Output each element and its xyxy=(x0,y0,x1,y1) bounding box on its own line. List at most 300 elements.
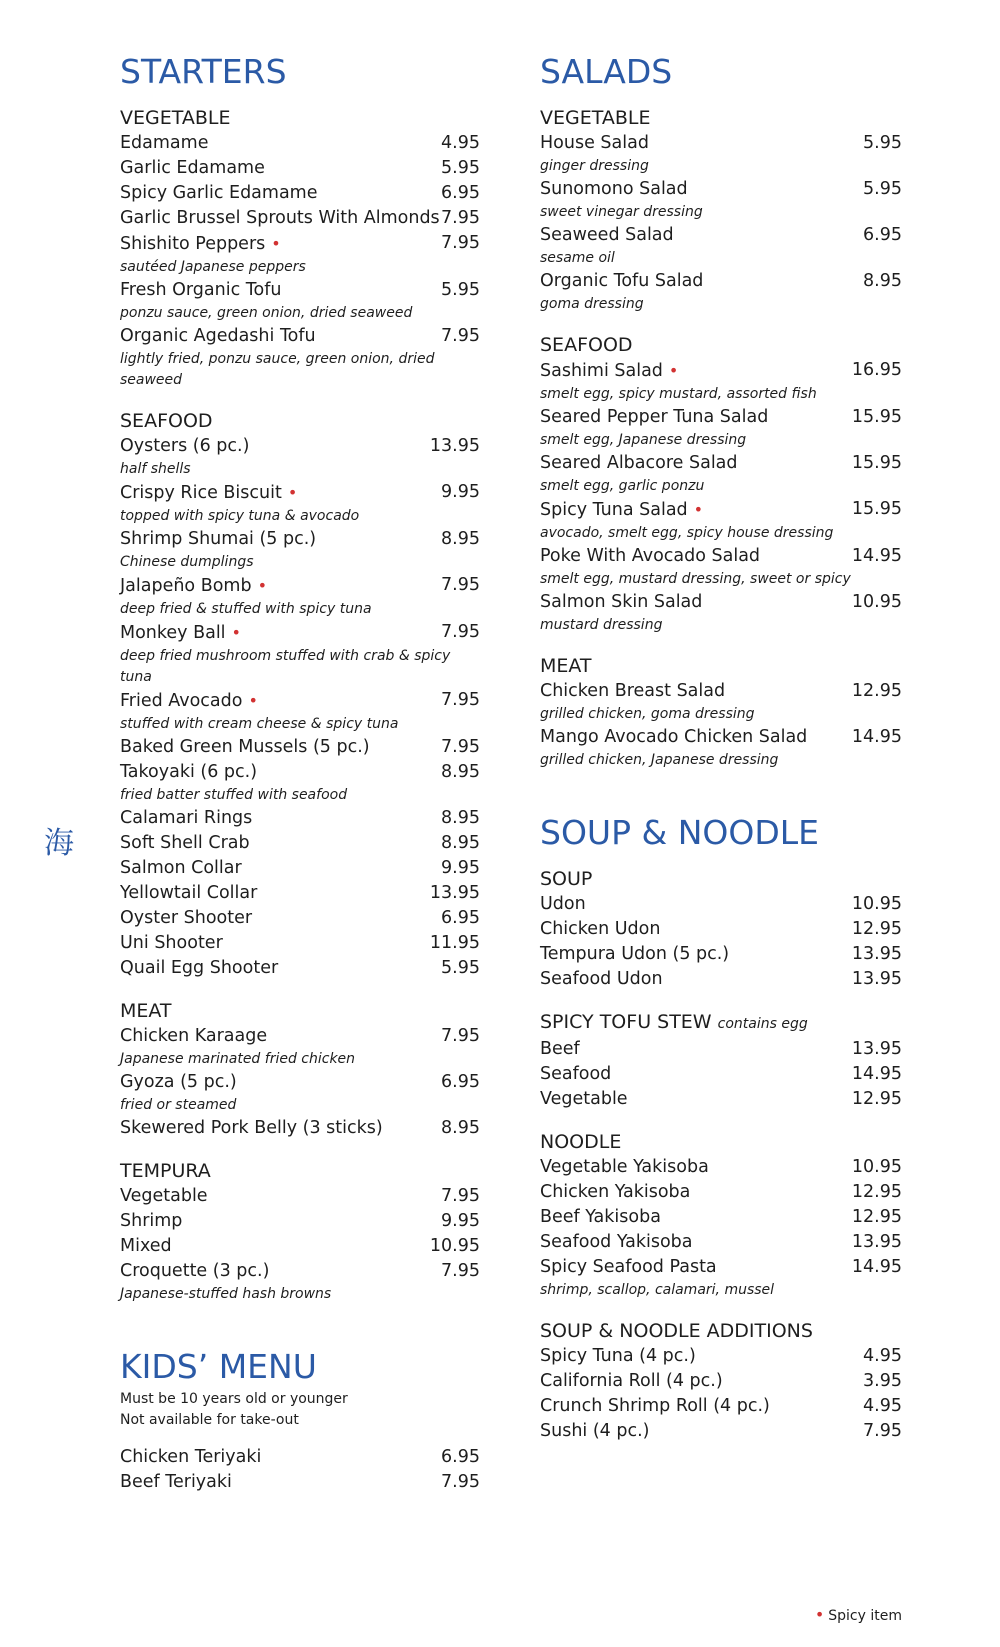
item-name: Vegetable xyxy=(540,1089,628,1109)
item-name: Shrimp xyxy=(120,1211,183,1231)
item-name: Jalapeño Bomb xyxy=(120,576,252,596)
item-name: Seafood Yakisoba xyxy=(540,1232,693,1252)
item-name: Calamari Rings xyxy=(120,808,253,828)
right-column xyxy=(540,50,902,1462)
item-price: 13.95 xyxy=(851,1232,902,1252)
menu-item-row xyxy=(120,881,480,906)
menu-item xyxy=(120,856,480,881)
menu-item xyxy=(540,1087,902,1112)
item-name-wrap xyxy=(540,1062,611,1087)
item-price: 8.95 xyxy=(441,808,480,828)
menu-section xyxy=(120,999,480,1141)
menu-item xyxy=(120,906,480,931)
item-price: 16.95 xyxy=(851,360,902,380)
item-name: Sunomono Salad xyxy=(540,179,688,199)
section-name: TEMPURA xyxy=(120,1160,211,1182)
item-name: Baked Green Mussels (5 pc.) xyxy=(120,737,370,757)
item-description: topped with spicy tuna & avocado xyxy=(120,508,360,524)
menu-item-row xyxy=(120,1234,480,1259)
category-title: STARTERS xyxy=(120,52,287,91)
item-name: Vegetable xyxy=(120,1186,208,1206)
item-name-wrap xyxy=(540,967,663,992)
item-price: 5.95 xyxy=(441,158,480,178)
item-name-wrap xyxy=(540,725,807,750)
item-name: Spicy Tuna Salad xyxy=(540,500,688,520)
item-description: Japanese-stuffed hash browns xyxy=(120,1286,332,1302)
item-name-wrap xyxy=(120,480,297,506)
menu-item xyxy=(120,324,480,391)
menu-item-row xyxy=(540,892,902,917)
item-price: 6.95 xyxy=(863,225,902,245)
item-price: 9.95 xyxy=(441,858,480,878)
section-name: SOUP xyxy=(540,868,593,890)
item-name: Monkey Ball xyxy=(120,623,226,643)
item-name-wrap xyxy=(120,931,223,956)
menu-item-row xyxy=(120,760,480,785)
item-name: Edamame xyxy=(120,133,209,153)
item-price: 9.95 xyxy=(441,482,480,502)
section-heading xyxy=(120,999,480,1024)
item-name: California Roll (4 pc.) xyxy=(540,1371,723,1391)
menu-section xyxy=(120,106,480,391)
menu-item-row xyxy=(540,269,902,294)
menu-item-row xyxy=(120,856,480,881)
section-name: SOUP & NOODLE ADDITIONS xyxy=(540,1320,813,1342)
item-name: Seared Albacore Salad xyxy=(540,453,738,473)
menu-item xyxy=(120,688,480,735)
item-name-wrap xyxy=(540,1180,690,1205)
item-name-wrap xyxy=(540,679,725,704)
menu-item-row xyxy=(540,405,902,430)
menu-item xyxy=(540,1419,902,1444)
section-name: SEAFOOD xyxy=(120,410,213,432)
menu-section xyxy=(120,1445,480,1495)
item-description: fried batter stuffed with seafood xyxy=(120,787,348,803)
item-name-wrap xyxy=(120,1116,383,1141)
menu-item xyxy=(540,942,902,967)
item-name: House Salad xyxy=(540,133,649,153)
item-price: 14.95 xyxy=(851,1064,902,1084)
item-name: Sushi (4 pc.) xyxy=(540,1421,650,1441)
item-price: 6.95 xyxy=(441,908,480,928)
sea-kanji-mark: 海 xyxy=(44,826,74,861)
item-description: stuffed with cream cheese & spicy tuna xyxy=(120,716,399,732)
item-name-wrap xyxy=(540,1419,649,1444)
spicy-dot-icon: • xyxy=(271,234,281,253)
menu-item-row xyxy=(540,679,902,704)
menu-item-row xyxy=(120,1209,480,1234)
menu-item xyxy=(540,725,902,771)
item-name-wrap xyxy=(120,906,252,931)
item-name-wrap xyxy=(120,735,370,760)
item-description: sweet vinegar dressing xyxy=(540,204,703,220)
item-description: ginger dressing xyxy=(540,158,649,174)
item-price: 14.95 xyxy=(851,1257,902,1277)
item-price: 5.95 xyxy=(441,280,480,300)
section-heading xyxy=(120,409,480,434)
category-note: Not available for take-out xyxy=(120,1412,299,1428)
item-price: 4.95 xyxy=(863,1396,902,1416)
item-name: Beef Yakisoba xyxy=(540,1207,661,1227)
menu-item xyxy=(120,1259,480,1305)
item-name-wrap xyxy=(120,1445,261,1470)
menu-item-row xyxy=(120,620,480,646)
item-name-wrap xyxy=(540,590,702,615)
item-description: lightly fried, ponzu sauce, green onion, dried seaweed xyxy=(120,351,435,388)
spicy-dot-icon: • xyxy=(287,483,298,502)
item-name-wrap xyxy=(540,1087,628,1112)
item-price: 13.95 xyxy=(429,883,480,903)
item-description: grilled chicken, Japanese dressing xyxy=(540,752,779,768)
item-name: Seared Pepper Tuna Salad xyxy=(540,407,769,427)
item-name-wrap xyxy=(120,156,265,181)
item-name: Vegetable Yakisoba xyxy=(540,1157,709,1177)
item-price: 7.95 xyxy=(863,1421,902,1441)
menu-section xyxy=(540,867,902,992)
item-name-wrap xyxy=(120,131,208,156)
menu-item-row xyxy=(120,688,480,714)
menu-section xyxy=(540,654,902,771)
item-name-wrap xyxy=(120,831,250,856)
spicy-dot-icon: • xyxy=(257,576,268,595)
menu-item-row xyxy=(120,1184,480,1209)
item-name: Beef Teriyaki xyxy=(120,1472,232,1492)
item-description: Chinese dumplings xyxy=(120,554,254,570)
item-name: Skewered Pork Belly (3 sticks) xyxy=(120,1118,383,1138)
item-description: smelt egg, spicy mustard, assorted fish xyxy=(540,386,817,402)
item-name: Quail Egg Shooter xyxy=(120,958,279,978)
item-name: Takoyaki (6 pc.) xyxy=(120,762,258,782)
menu-item-row xyxy=(120,1470,480,1495)
menu-item-row xyxy=(540,1062,902,1087)
menu-item xyxy=(540,679,902,725)
menu-item xyxy=(120,931,480,956)
spicy-dot-icon: • xyxy=(668,361,679,380)
menu-item xyxy=(540,544,902,590)
item-name: Oysters (6 pc.) xyxy=(120,436,250,456)
menu-item xyxy=(120,181,480,206)
item-name-wrap xyxy=(120,1470,232,1495)
item-price: 13.95 xyxy=(851,969,902,989)
item-name-wrap xyxy=(120,1209,182,1234)
item-name-wrap xyxy=(540,942,729,967)
menu-section xyxy=(120,409,480,981)
item-name: Oyster Shooter xyxy=(120,908,253,928)
menu-item-row xyxy=(120,324,480,349)
item-name-wrap xyxy=(120,573,267,599)
item-price: 7.95 xyxy=(441,326,480,346)
item-name: Croquette (3 pc.) xyxy=(120,1261,270,1281)
section-heading xyxy=(540,1130,902,1155)
item-name: Organic Agedashi Tofu xyxy=(120,326,316,346)
item-name: Uni Shooter xyxy=(120,933,223,953)
item-price: 12.95 xyxy=(851,1089,902,1109)
menu-item-row xyxy=(540,1369,902,1394)
item-price: 8.95 xyxy=(441,762,480,782)
menu-item-row xyxy=(120,806,480,831)
item-name-wrap xyxy=(540,1369,723,1394)
item-price: 5.95 xyxy=(441,958,480,978)
item-name: Mixed xyxy=(120,1236,172,1256)
item-name: Organic Tofu Salad xyxy=(540,271,704,291)
item-name-wrap xyxy=(120,688,258,714)
section-heading xyxy=(540,867,902,892)
menu-item xyxy=(540,917,902,942)
item-name-wrap xyxy=(540,405,768,430)
item-name-wrap xyxy=(540,1155,709,1180)
menu-item xyxy=(540,451,902,497)
item-name-wrap xyxy=(540,917,660,942)
spicy-footnote xyxy=(815,1605,902,1624)
footnote-text: Spicy item xyxy=(828,1608,902,1624)
menu-item-row xyxy=(120,231,480,257)
menu-item xyxy=(540,497,902,544)
menu-section xyxy=(540,106,902,315)
menu-item-row xyxy=(120,906,480,931)
menu-item xyxy=(540,1037,902,1062)
section-name: SEAFOOD xyxy=(540,334,633,356)
item-name-wrap xyxy=(120,806,252,831)
item-name-wrap xyxy=(540,358,678,384)
menu-item xyxy=(120,156,480,181)
menu-item-row xyxy=(120,1116,480,1141)
section-name: VEGETABLE xyxy=(540,107,651,129)
item-name: Mango Avocado Chicken Salad xyxy=(540,727,808,747)
item-name: Yellowtail Collar xyxy=(120,883,258,903)
menu-item xyxy=(540,1369,902,1394)
menu-item-row xyxy=(540,1419,902,1444)
item-name: Gyoza (5 pc.) xyxy=(120,1072,237,1092)
section-heading xyxy=(540,106,902,131)
menu-item xyxy=(120,231,480,278)
item-price: 5.95 xyxy=(863,179,902,199)
item-name: Fresh Organic Tofu xyxy=(120,280,282,300)
spicy-dot-icon: • xyxy=(814,1605,825,1624)
item-description: half shells xyxy=(120,461,191,477)
spicy-dot-icon: • xyxy=(693,500,704,519)
menu-item xyxy=(540,1344,902,1369)
menu-item xyxy=(120,278,480,324)
item-price: 6.95 xyxy=(441,183,480,203)
item-price: 14.95 xyxy=(851,546,902,566)
item-price: 13.95 xyxy=(429,436,480,456)
menu-group xyxy=(120,50,480,1305)
item-name: Salmon Skin Salad xyxy=(540,592,703,612)
menu-item-row xyxy=(540,451,902,476)
menu-item xyxy=(120,1209,480,1234)
item-price: 10.95 xyxy=(851,1157,902,1177)
item-description: mustard dressing xyxy=(540,617,663,633)
item-price: 13.95 xyxy=(851,944,902,964)
category-title: SOUP & NOODLE xyxy=(540,813,819,852)
item-name-wrap xyxy=(120,1024,267,1049)
item-description: sesame oil xyxy=(540,250,615,266)
item-price: 6.95 xyxy=(441,1072,480,1092)
item-description: smelt egg, garlic ponzu xyxy=(540,478,705,494)
section-heading xyxy=(120,106,480,131)
menu-section xyxy=(120,1159,480,1305)
item-price: 6.95 xyxy=(441,1447,480,1467)
item-price: 4.95 xyxy=(441,133,480,153)
item-name-wrap xyxy=(540,892,586,917)
item-name: Seafood xyxy=(540,1064,612,1084)
item-price: 10.95 xyxy=(851,592,902,612)
item-name-wrap xyxy=(120,527,316,552)
menu-item-row xyxy=(120,956,480,981)
menu-section xyxy=(540,1319,902,1444)
menu-item-row xyxy=(120,1259,480,1284)
menu-item xyxy=(120,1470,480,1495)
item-name: Salmon Collar xyxy=(120,858,242,878)
menu-item xyxy=(540,177,902,223)
menu-item-row xyxy=(120,434,480,459)
item-name: Tempura Udon (5 pc.) xyxy=(540,944,730,964)
section-heading xyxy=(540,333,902,358)
menu-item xyxy=(120,620,480,688)
item-name-wrap xyxy=(120,206,440,231)
menu-item-row xyxy=(120,131,480,156)
menu-item-row xyxy=(120,206,480,231)
item-name-wrap xyxy=(120,1234,172,1259)
menu-item-row xyxy=(540,1180,902,1205)
item-name-wrap xyxy=(120,1184,208,1209)
menu-item-row xyxy=(540,131,902,156)
menu-item-row xyxy=(540,1255,902,1280)
item-price: 9.95 xyxy=(441,1211,480,1231)
menu-item-row xyxy=(120,181,480,206)
menu-item-row xyxy=(540,1205,902,1230)
menu-item-row xyxy=(540,590,902,615)
item-price: 8.95 xyxy=(863,271,902,291)
item-description: fried or steamed xyxy=(120,1097,237,1113)
item-name-wrap xyxy=(540,131,649,156)
item-price: 15.95 xyxy=(851,407,902,427)
menu-item-row xyxy=(540,1087,902,1112)
menu-item-row xyxy=(120,931,480,956)
menu-item-row xyxy=(540,497,902,523)
item-name-wrap xyxy=(120,231,281,257)
item-name: Udon xyxy=(540,894,586,914)
spicy-dot-icon: • xyxy=(231,623,241,642)
menu-item-row xyxy=(540,1394,902,1419)
category-note: Must be 10 years old or younger xyxy=(120,1391,348,1407)
menu-item-row xyxy=(120,735,480,760)
menu-item xyxy=(120,760,480,806)
menu-item xyxy=(120,573,480,620)
menu-item-row xyxy=(120,278,480,303)
item-name-wrap xyxy=(540,1230,693,1255)
menu-section xyxy=(540,1010,902,1112)
menu-item xyxy=(120,434,480,480)
item-description: smelt egg, mustard dressing, sweet or spicy xyxy=(540,571,851,587)
section-heading xyxy=(120,1159,480,1184)
item-name: Garlic Edamame xyxy=(120,158,265,178)
spicy-dot-icon: • xyxy=(248,691,258,710)
item-price: 7.95 xyxy=(441,575,480,595)
item-name: Beef xyxy=(540,1039,580,1059)
menu-item xyxy=(120,956,480,981)
item-name-wrap xyxy=(540,269,703,294)
menu-item xyxy=(540,1205,902,1230)
item-price: 7.95 xyxy=(441,1261,480,1281)
menu-group xyxy=(540,50,902,771)
item-name: Spicy Garlic Edamame xyxy=(120,183,318,203)
menu-item xyxy=(540,405,902,451)
menu-item-row xyxy=(120,1445,480,1470)
item-price: 8.95 xyxy=(441,1118,480,1138)
menu-item xyxy=(540,1394,902,1419)
menu-item xyxy=(540,269,902,315)
menu-item xyxy=(120,881,480,906)
menu-item xyxy=(120,831,480,856)
menu-item-row xyxy=(120,831,480,856)
item-name: Poke With Avocado Salad xyxy=(540,546,761,566)
menu-group xyxy=(120,1345,480,1495)
item-name-wrap xyxy=(540,177,688,202)
menu-item xyxy=(120,1116,480,1141)
menu-item xyxy=(120,1024,480,1070)
item-price: 5.95 xyxy=(863,133,902,153)
item-name-wrap xyxy=(540,451,738,476)
section-heading xyxy=(540,1319,902,1344)
menu-item-row xyxy=(540,917,902,942)
item-price: 7.95 xyxy=(441,737,480,757)
menu-item-row xyxy=(540,1155,902,1180)
menu-item xyxy=(540,590,902,636)
item-name: Chicken Breast Salad xyxy=(540,681,726,701)
menu-item xyxy=(120,1234,480,1259)
item-name-wrap xyxy=(540,1394,770,1419)
item-price: 7.95 xyxy=(441,1026,480,1046)
item-description: avocado, smelt egg, spicy house dressing xyxy=(540,525,834,541)
item-description: grilled chicken, goma dressing xyxy=(540,706,755,722)
item-name: Chicken Yakisoba xyxy=(540,1182,691,1202)
item-name-wrap xyxy=(540,1205,661,1230)
menu-item xyxy=(540,1155,902,1180)
item-name-wrap xyxy=(120,181,317,206)
item-name-wrap xyxy=(120,881,257,906)
category-title: SALADS xyxy=(540,52,673,91)
item-description: sautéed Japanese peppers xyxy=(120,259,306,275)
item-name-wrap xyxy=(540,1344,696,1369)
item-name: Shishito Peppers xyxy=(120,234,266,254)
menu-item-row xyxy=(540,725,902,750)
item-description: shrimp, scallop, calamari, mussel xyxy=(540,1282,775,1298)
section-heading xyxy=(540,1010,902,1037)
section-note: contains egg xyxy=(717,1016,808,1032)
category-notes xyxy=(120,1389,480,1431)
item-price: 15.95 xyxy=(851,453,902,473)
menu-item-row xyxy=(540,544,902,569)
menu-item xyxy=(540,1062,902,1087)
item-price: 10.95 xyxy=(429,1236,480,1256)
item-name: Shrimp Shumai (5 pc.) xyxy=(120,529,317,549)
item-name-wrap xyxy=(540,223,674,248)
item-price: 8.95 xyxy=(441,529,480,549)
menu-item xyxy=(540,1180,902,1205)
menu-item xyxy=(540,131,902,177)
item-price: 3.95 xyxy=(863,1371,902,1391)
item-name-wrap xyxy=(120,434,249,459)
section-name: MEAT xyxy=(540,655,592,677)
category-title: KIDS’ MENU xyxy=(120,1347,317,1386)
item-name: Soft Shell Crab xyxy=(120,833,250,853)
menu-item-row xyxy=(540,1037,902,1062)
section-name: NOODLE xyxy=(540,1131,622,1153)
item-price: 4.95 xyxy=(863,1346,902,1366)
menu-item-row xyxy=(120,156,480,181)
item-name: Spicy Tuna (4 pc.) xyxy=(540,1346,696,1366)
